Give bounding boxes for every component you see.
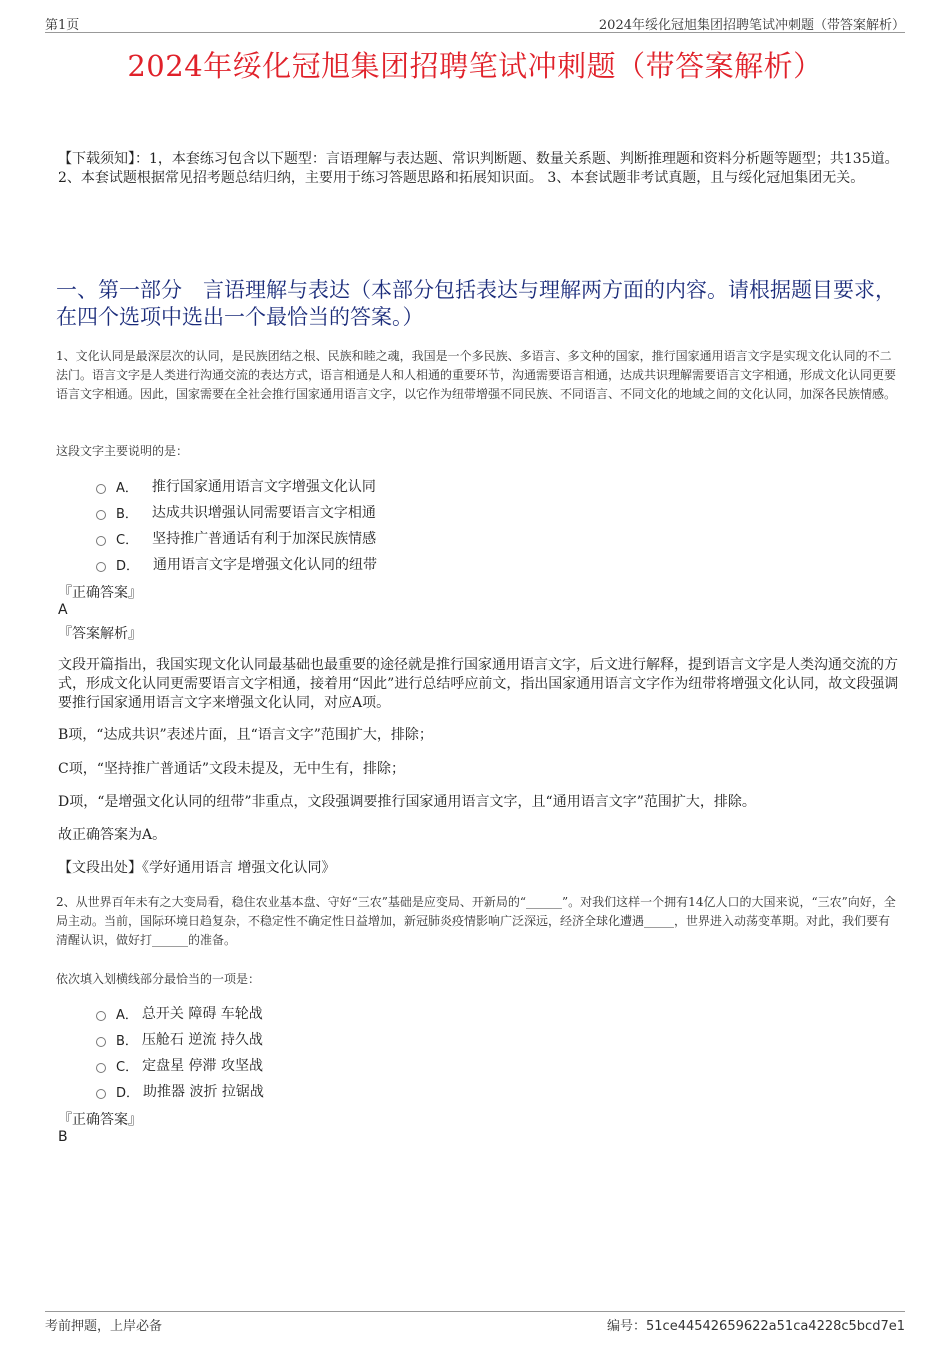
section-heading: 一、第一部分 言语理解与表达（本部分包括表达与理解两方面的内容。请根据题目要求，在四个选项中选出一个最恰当的答案。） xyxy=(56,278,896,329)
footer-code-value: 51ce44542659622a51ca4228c5bcd7e1 xyxy=(646,1319,905,1334)
question-2-answer: B xyxy=(58,1129,68,1145)
question-1-analysis-label: 『答案解析』 xyxy=(58,626,142,642)
question-1-answer: A xyxy=(58,602,68,618)
page-number: 第1页 xyxy=(45,18,80,33)
question-2-option-b[interactable]: B． 压舱石 逆流 持久战 xyxy=(96,1026,696,1052)
page-footer xyxy=(45,1311,905,1332)
question-1-option-b[interactable]: B． 达成共识增强认同需要语言文字相通 xyxy=(96,499,696,525)
footer-code-label: 编号： xyxy=(607,1319,647,1334)
question-2-text: 2、从世界百年未有之大变局看，稳住农业基本盘、守好“三农”基础是应变局、开新局的“______”。对我们这样一个拥有14亿人口的大国来说，“三农”向好，全局主动。当前，国际环境日趋复杂，不稳定性不确定性日益增加，新冠肺炎疫情影响广泛深远，经济全球化遭遇_____，世界进入动荡变革期。对此，我们要有清醒认识，做好打______的准备。 xyxy=(56,895,896,947)
question-1-text: 1、文化认同是最深层次的认同，是民族团结之根、民族和睦之魂，我国是一个多民族、多语言、多文种的国家，推行国家通用语言文字是实现文化认同的不二法门。语言文字是人类进行沟通交流的表达方式，语言相通是人和人相通的重要环节，沟通需要语言相通，达成共识理解需要语言文字相通，形成文化认同更要语言文字相通。因此，国家需要在全社会推行国家通用语言文字，以它作为纽带增强不同民族、不同语言、不同文化的地域之间的文化认同，加深各民族情感。 xyxy=(56,349,897,401)
document-title: 2024年绥化冠旭集团招聘笔试冲刺题（带答案解析） xyxy=(127,49,823,83)
question-1-source: 【文段出处】《学好通用语言 增强文化认同》 xyxy=(58,860,336,876)
question-1-analysis-c: C项，“坚持推广普通话”文段未提及，无中生有，排除； xyxy=(58,761,406,777)
question-1-analysis-conclusion: 故正确答案为A。 xyxy=(58,827,167,843)
radio-icon[interactable] xyxy=(96,536,106,546)
question-1-option-d[interactable]: D． 通用语言文字是增强文化认同的纽带 xyxy=(96,551,696,577)
question-2-option-a[interactable]: A． 总开关 障碍 车轮战 xyxy=(96,1000,696,1026)
radio-icon[interactable] xyxy=(96,1037,106,1047)
question-2-option-c[interactable]: C． 定盘星 停滞 攻坚战 xyxy=(96,1052,696,1078)
question-1-prompt: 这段文字主要说明的是： xyxy=(56,444,189,458)
question-2-prompt: 依次填入划横线部分最恰当的一项是： xyxy=(56,972,261,986)
radio-icon[interactable] xyxy=(96,1089,106,1099)
radio-icon[interactable] xyxy=(96,510,106,520)
radio-icon[interactable] xyxy=(96,1011,106,1021)
radio-icon[interactable] xyxy=(96,562,106,572)
question-1-option-a[interactable]: A． 推行国家通用语言文字增强文化认同 xyxy=(96,473,696,499)
header-doc-title: 2024年绥化冠旭集团招聘笔试冲刺题（带答案解析） xyxy=(598,18,905,33)
question-1-analysis-d: D项，“是增强文化认同的纽带”非重点，文段强调要推行国家通用语言文字，且“通用语言文字”范围扩大，排除。 xyxy=(58,794,756,810)
page-header xyxy=(45,14,905,33)
radio-icon[interactable] xyxy=(96,1063,106,1073)
question-2-options xyxy=(96,1000,696,1104)
question-2-option-d[interactable]: D． 助推器 波折 拉锯战 xyxy=(96,1078,696,1104)
footer-code xyxy=(607,1315,905,1334)
question-1-answer-label: 『正确答案』 xyxy=(58,585,142,601)
question-1-analysis-b: B项，“达成共识”表述片面，且“语言文字”范围扩大，排除； xyxy=(58,727,433,743)
download-notice: 【下载须知】：1，本套练习包含以下题型：言语理解与表达题、常识判断题、数量关系题、判断推理题和资料分析题等题型；共135道。 2、本套试题根据常见招考题总结归纳，主要用于练习答题思路和拓展知识面。 3、本套试题非考试真题，且与绥化冠旭集团无关。 xyxy=(58,151,899,186)
question-1-options xyxy=(96,473,696,577)
question-1-option-c[interactable]: C． 坚持推广普通话有利于加深民族情感 xyxy=(96,525,696,551)
question-1-analysis-main: 文段开篇指出，我国实现文化认同最基础也最重要的途径就是推行国家通用语言文字，后文进行解释，提到语言文字是人类沟通交流的方式，形成文化认同更需要语言文字相通，接着用“因此”进行总结呼应前文，指出国家通用语言文字作为纽带将增强文化认同，故文段强调要推行国家通用语言文字来增强文化认同，对应A项。 xyxy=(58,657,899,711)
footer-slogan: 考前押题，上岸必备 xyxy=(45,1319,163,1334)
radio-icon[interactable] xyxy=(96,484,106,494)
question-2-answer-label: 『正确答案』 xyxy=(58,1112,142,1128)
